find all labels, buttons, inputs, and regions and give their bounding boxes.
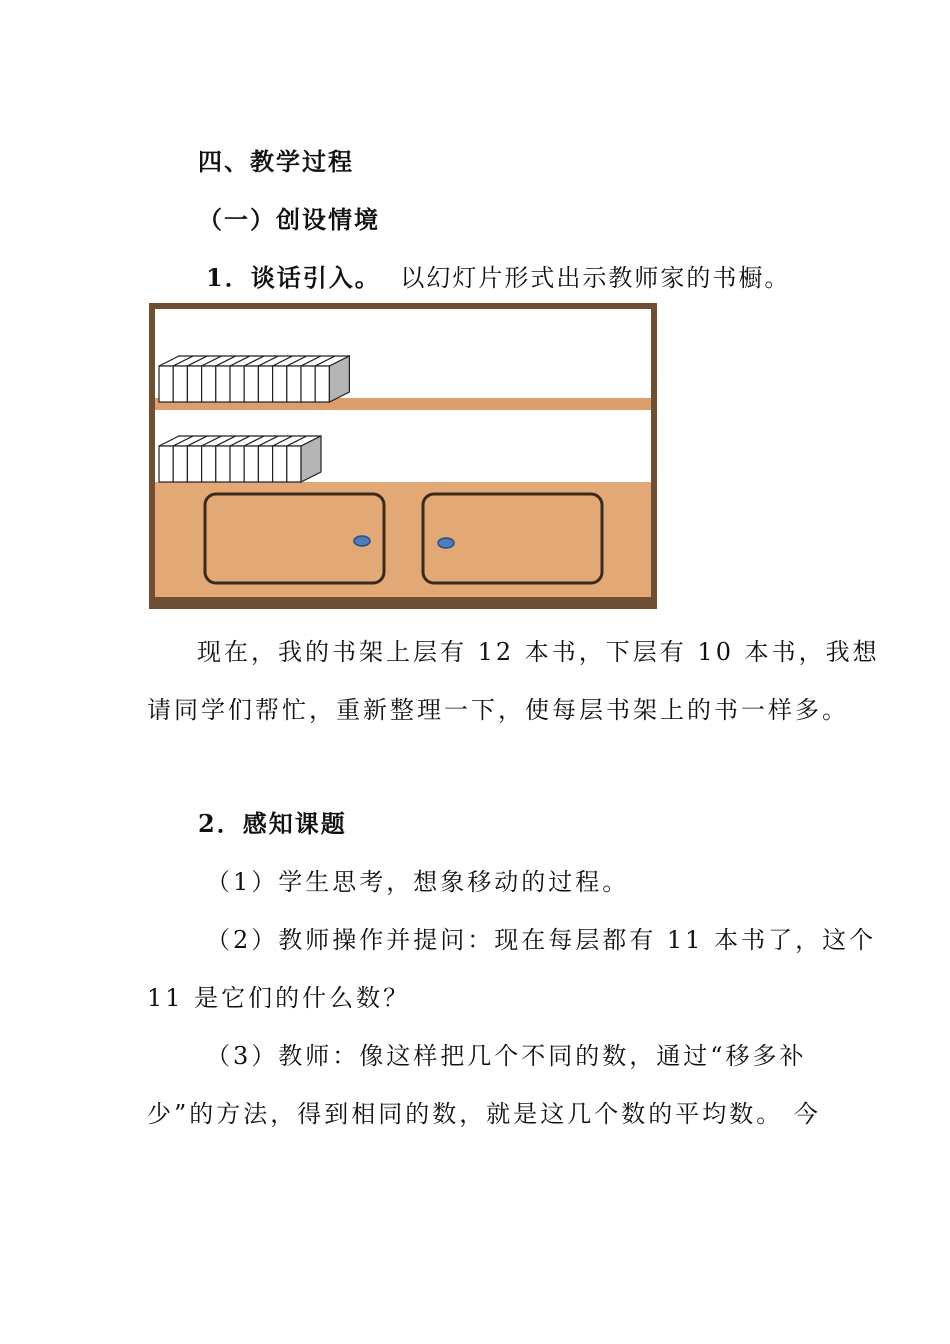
book xyxy=(230,446,244,482)
step-3-continued: 少”的方法，得到相同的数，就是这几个数的平均数。 今 xyxy=(147,1100,821,1128)
book xyxy=(173,366,187,402)
book xyxy=(187,446,201,482)
section-title: （一）创设情境 xyxy=(198,205,380,234)
book xyxy=(287,366,301,402)
book xyxy=(273,366,287,402)
book xyxy=(202,366,216,402)
book xyxy=(159,366,173,402)
book xyxy=(173,446,187,482)
book xyxy=(187,366,201,402)
book xyxy=(202,446,216,482)
item1-title: 1．谈话引入。 xyxy=(206,263,381,292)
book xyxy=(258,366,272,402)
step-2-continued: 11 是它们的什么数？ xyxy=(147,984,411,1012)
book xyxy=(244,446,258,482)
paragraph1-line1: 现在，我的书架上层有 12 本书，下层有 10 本书，我想 xyxy=(197,638,880,666)
heading: 四、教学过程 xyxy=(198,147,354,176)
step-3: （3）教师：像这样把几个不同的数，通过“移多补 xyxy=(206,1042,807,1070)
cabinet-base xyxy=(152,597,654,606)
item1 xyxy=(206,258,790,293)
book xyxy=(287,446,301,482)
item1-text: 以幻灯片形式出示教师家的书橱。 xyxy=(400,264,791,292)
book xyxy=(244,366,258,402)
item2-title: 2．感知课题 xyxy=(198,809,347,838)
top-shelf-books xyxy=(159,356,349,402)
step-2: （2）教师操作并提问：现在每层都有 11 本书了，这个 xyxy=(206,926,877,954)
book xyxy=(301,366,315,402)
step-1: （1）学生思考，想象移动的过程。 xyxy=(206,868,630,896)
book xyxy=(216,446,230,482)
right-door-knob xyxy=(438,538,454,548)
book xyxy=(273,446,287,482)
book xyxy=(258,446,272,482)
bottom-shelf-books xyxy=(159,436,321,482)
book xyxy=(159,446,173,482)
book xyxy=(216,366,230,402)
book xyxy=(230,366,244,402)
bookshelf-illustration xyxy=(148,302,660,612)
book xyxy=(315,366,329,402)
paragraph1-line2: 请同学们帮忙，重新整理一下，使每层书架上的书一样多。 xyxy=(147,696,849,724)
left-door-knob xyxy=(354,536,370,546)
